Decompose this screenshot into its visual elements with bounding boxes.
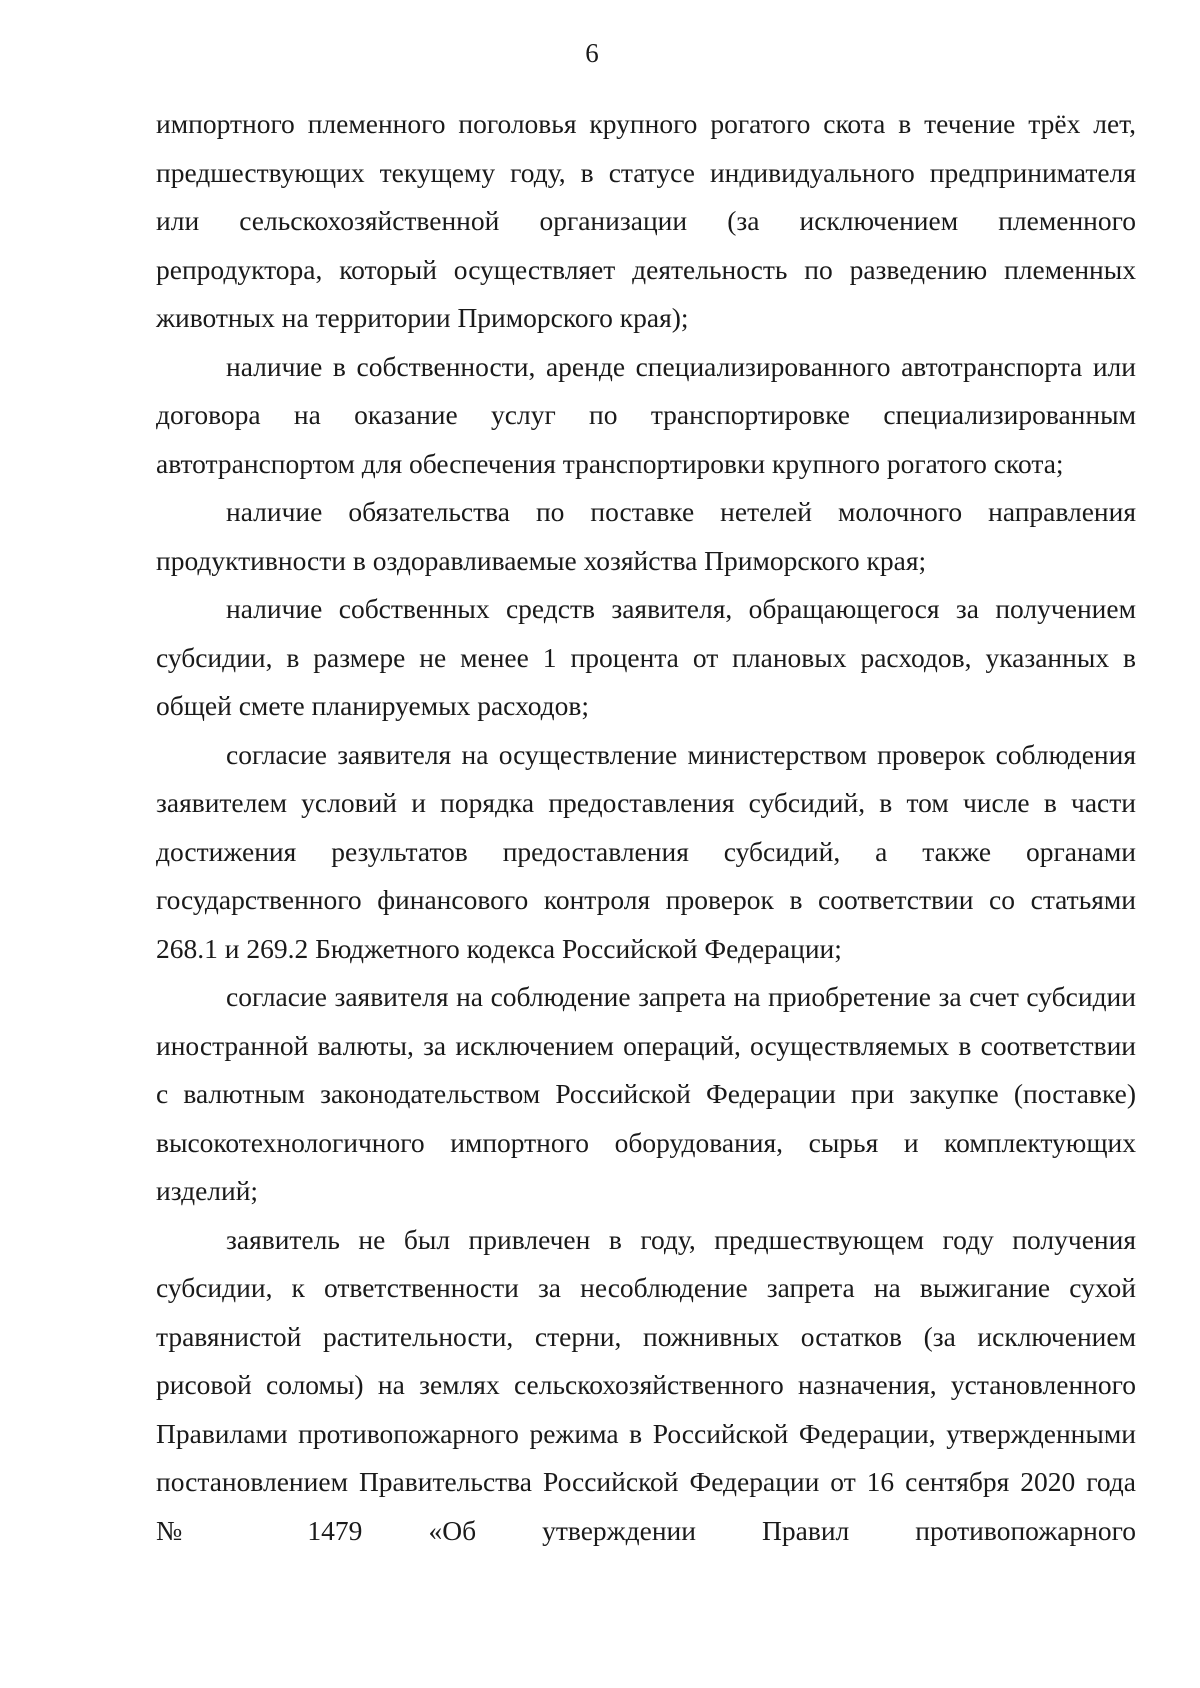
paragraph-heifers-obligation: наличие обязательства по поставке нетелей молочного направления продуктивности в оздоравливаемые хозяйства Приморского края; <box>156 496 1136 576</box>
paragraph-continuation: импортного племенного поголовья крупного рогатого скота в течение трёх лет, предшествующих текущему году, в статусе индивидуального предпринимателя или сельскохозяйственной организации (за исключением племенного репродуктора, который осуществляет деятельность по разведению племенных животных на территории Приморского края); <box>156 108 1136 333</box>
paragraph-no-liability: заявитель не был привлечен в году, предшествующем году получения субсидии, к ответственности за несоблюдение запрета на выжигание сухой травянистой растительности, стерни, пожнивных остатков (за исключением рисовой соломы) на землях сельскохозяйственного назначения, установленного Правилами противопожарного режима в Российской Федерации, утвержденными постановлением Правительства Российской Федерации от 16 сентября 2020 года № 1479 «Об утверждении Правил противопожарного <box>156 1223 1136 1546</box>
paragraph-vehicles: наличие в собственности, аренде специализированного автотранспорта или договора на оказание услуг по транспортировке специализированным автотранспортом для обеспечения транспортировки крупного рогатого скота; <box>156 350 1136 479</box>
paragraph-own-funds: наличие собственных средств заявителя, обращающегося за получением субсидии, в размере не менее 1 процента от плановых расходов, указанных в общей смете планируемых расходов; <box>156 593 1136 721</box>
paragraph-consent-currency: согласие заявителя на соблюдение запрета на приобретение за счет субсидии иностранной валюты, за исключением операций, осуществляемых в соответствии с валютным законодательством Российской Федерации при закупке (поставке) высокотехнологичного импортного оборудования, сырья и комплектующих изделий; <box>156 981 1136 1206</box>
paragraph-consent-inspections: согласие заявителя на осуществление министерством проверок соблюдения заявителем условий и порядка предоставления субсидий, в том числе в части достижения результатов предоставления субсидий, а также органами государственного финансового контроля проверок в соответствии со статьями 268.1 и 269.2 Бюджетного кодекса Российской Федерации; <box>156 738 1136 964</box>
page-number: 6 <box>585 38 599 68</box>
document-body <box>156 100 1136 1555</box>
